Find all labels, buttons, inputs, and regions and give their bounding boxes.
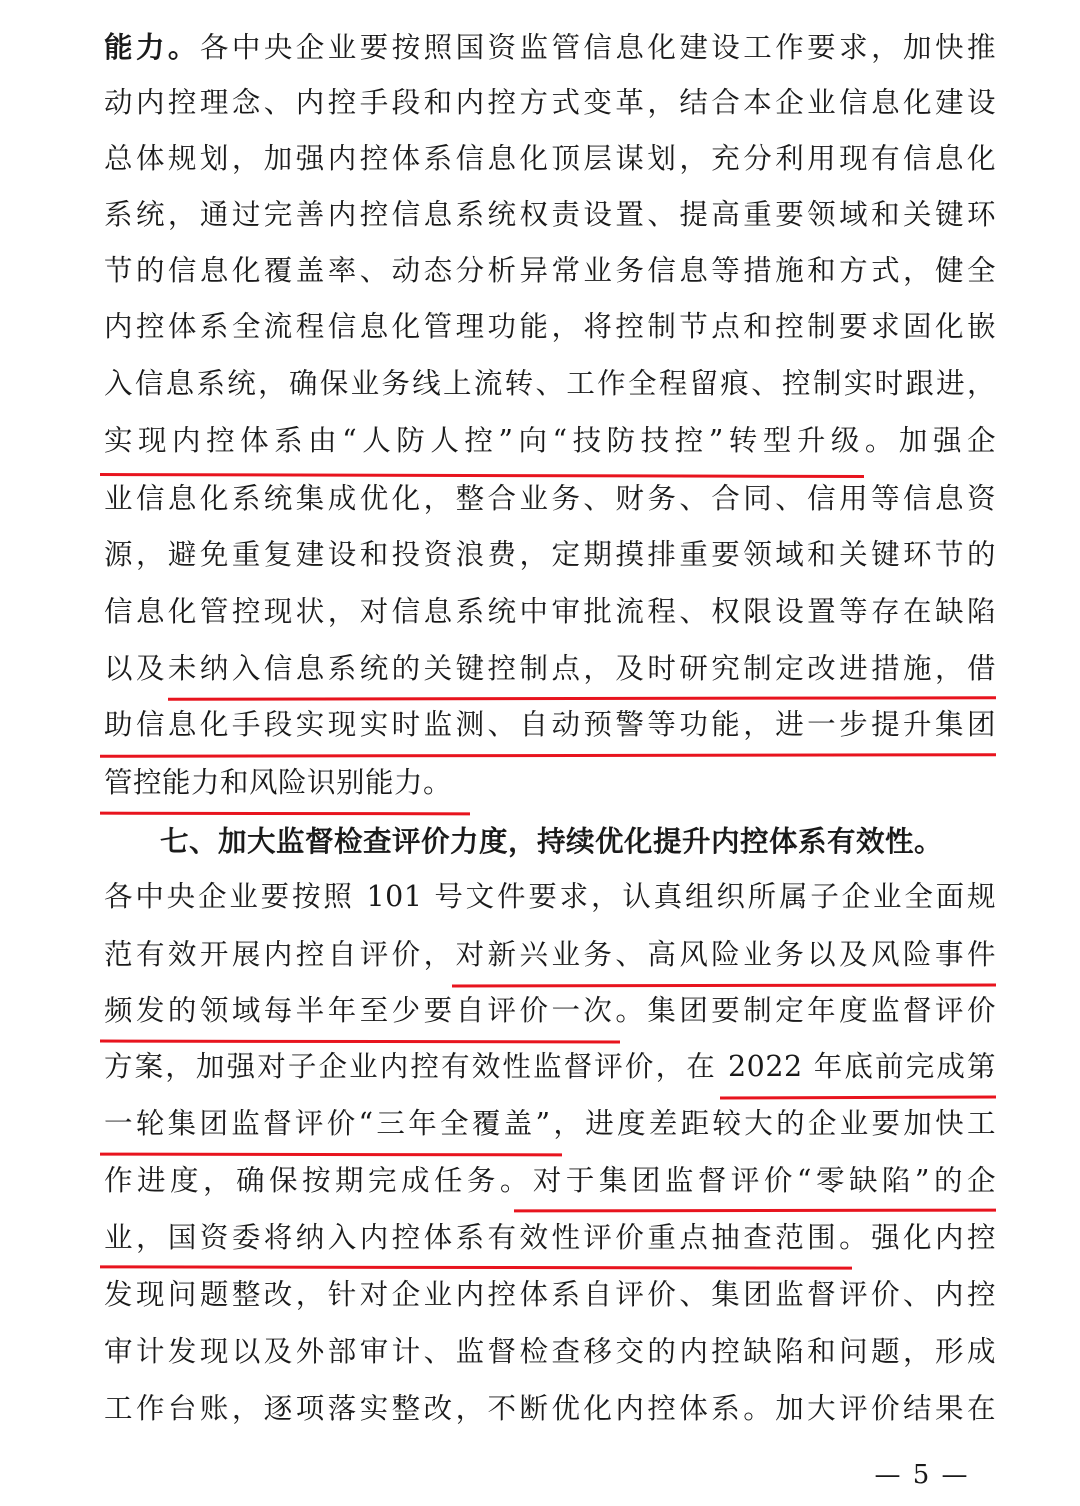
red-underline — [100, 1265, 852, 1269]
text-line: 系统，通过完善内控信息系统权责设置、提高重要领域和关键环 — [104, 198, 996, 231]
text-line: 源，避免重复建设和投资浪费，定期摸排重要领域和关键环节的 — [104, 538, 996, 571]
text-line: 入信息系统，确保业务线上流转、工作全程留痕、控制实时跟进， — [104, 367, 996, 400]
text-line: 内控体系全流程信息化管理功能，将控制节点和控制要求固化嵌 — [104, 310, 996, 343]
red-underline — [514, 1209, 996, 1213]
text-line — [104, 22, 996, 72]
lead-bold-text: 能力。 — [104, 30, 200, 64]
text-line: 业，国资委将纳入内控体系有效性评价重点抽查范围。强化内控 — [104, 1221, 996, 1254]
text-line: 发现问题整改，针对企业内控体系自评价、集团监督评价、内控 — [104, 1278, 996, 1311]
text-line: 管控能力和风险识别能力。 — [104, 766, 453, 799]
red-underline — [100, 812, 470, 816]
text-line: 方案，加强对子企业内控有效性监督评价，在 2022 年底前完成第 — [104, 1050, 996, 1083]
text-line: 节的信息化覆盖率、动态分析异常业务信息等措施和方式，健全 — [104, 254, 996, 287]
text-line: 范有效开展内控自评价，对新兴业务、高风险业务以及风险事件 — [104, 938, 996, 971]
text-line: 以及未纳入信息系统的关键控制点，及时研究制定改进措施，借 — [104, 652, 996, 685]
line-text: 各中央企业要按照国资监管信息化建设工作要求，加快推 — [199, 31, 996, 64]
text-line: 作进度，确保按期完成任务。对于集团监督评价“零缺陷”的企 — [104, 1164, 996, 1197]
section-heading: 七、加大监督检查评价力度，持续优化提升内控体系有效性。 — [160, 824, 944, 858]
text-line: 助信息化手段实现实时监测、自动预警等功能，进一步提升集团 — [104, 708, 996, 741]
text-line: 工作台账，逐项落实整改，不断优化内控体系。加大评价结果在 — [104, 1392, 996, 1425]
text-line: 动内控理念、内控手段和内控方式变革，结合本企业信息化建设 — [104, 86, 996, 119]
text-line: 业信息化系统集成优化，整合业务、财务、合同、信用等信息资 — [104, 482, 996, 515]
text-line: 实现内控体系由“人防人控”向“技防技控”转型升级。加强企 — [104, 424, 996, 457]
text-line: 频发的领域每半年至少要自评价一次。集团要制定年度监督评价 — [104, 994, 996, 1027]
text-line: 各中央企业要按照 101 号文件要求，认真组织所属子企业全面规 — [104, 880, 996, 913]
text-line: 信息化管控现状，对信息系统中审批流程、权限设置等存在缺陷 — [104, 595, 996, 628]
text-line: 一轮集团监督评价“三年全覆盖”，进度差距较大的企业要加快工 — [104, 1107, 996, 1140]
page-number: — 5 — — [874, 1460, 970, 1490]
text-line: 审计发现以及外部审计、监督检查移交的内控缺陷和问题，形成 — [104, 1335, 996, 1368]
text-line: 总体规划，加强内控体系信息化顶层谋划，充分利用现有信息化 — [104, 142, 996, 175]
